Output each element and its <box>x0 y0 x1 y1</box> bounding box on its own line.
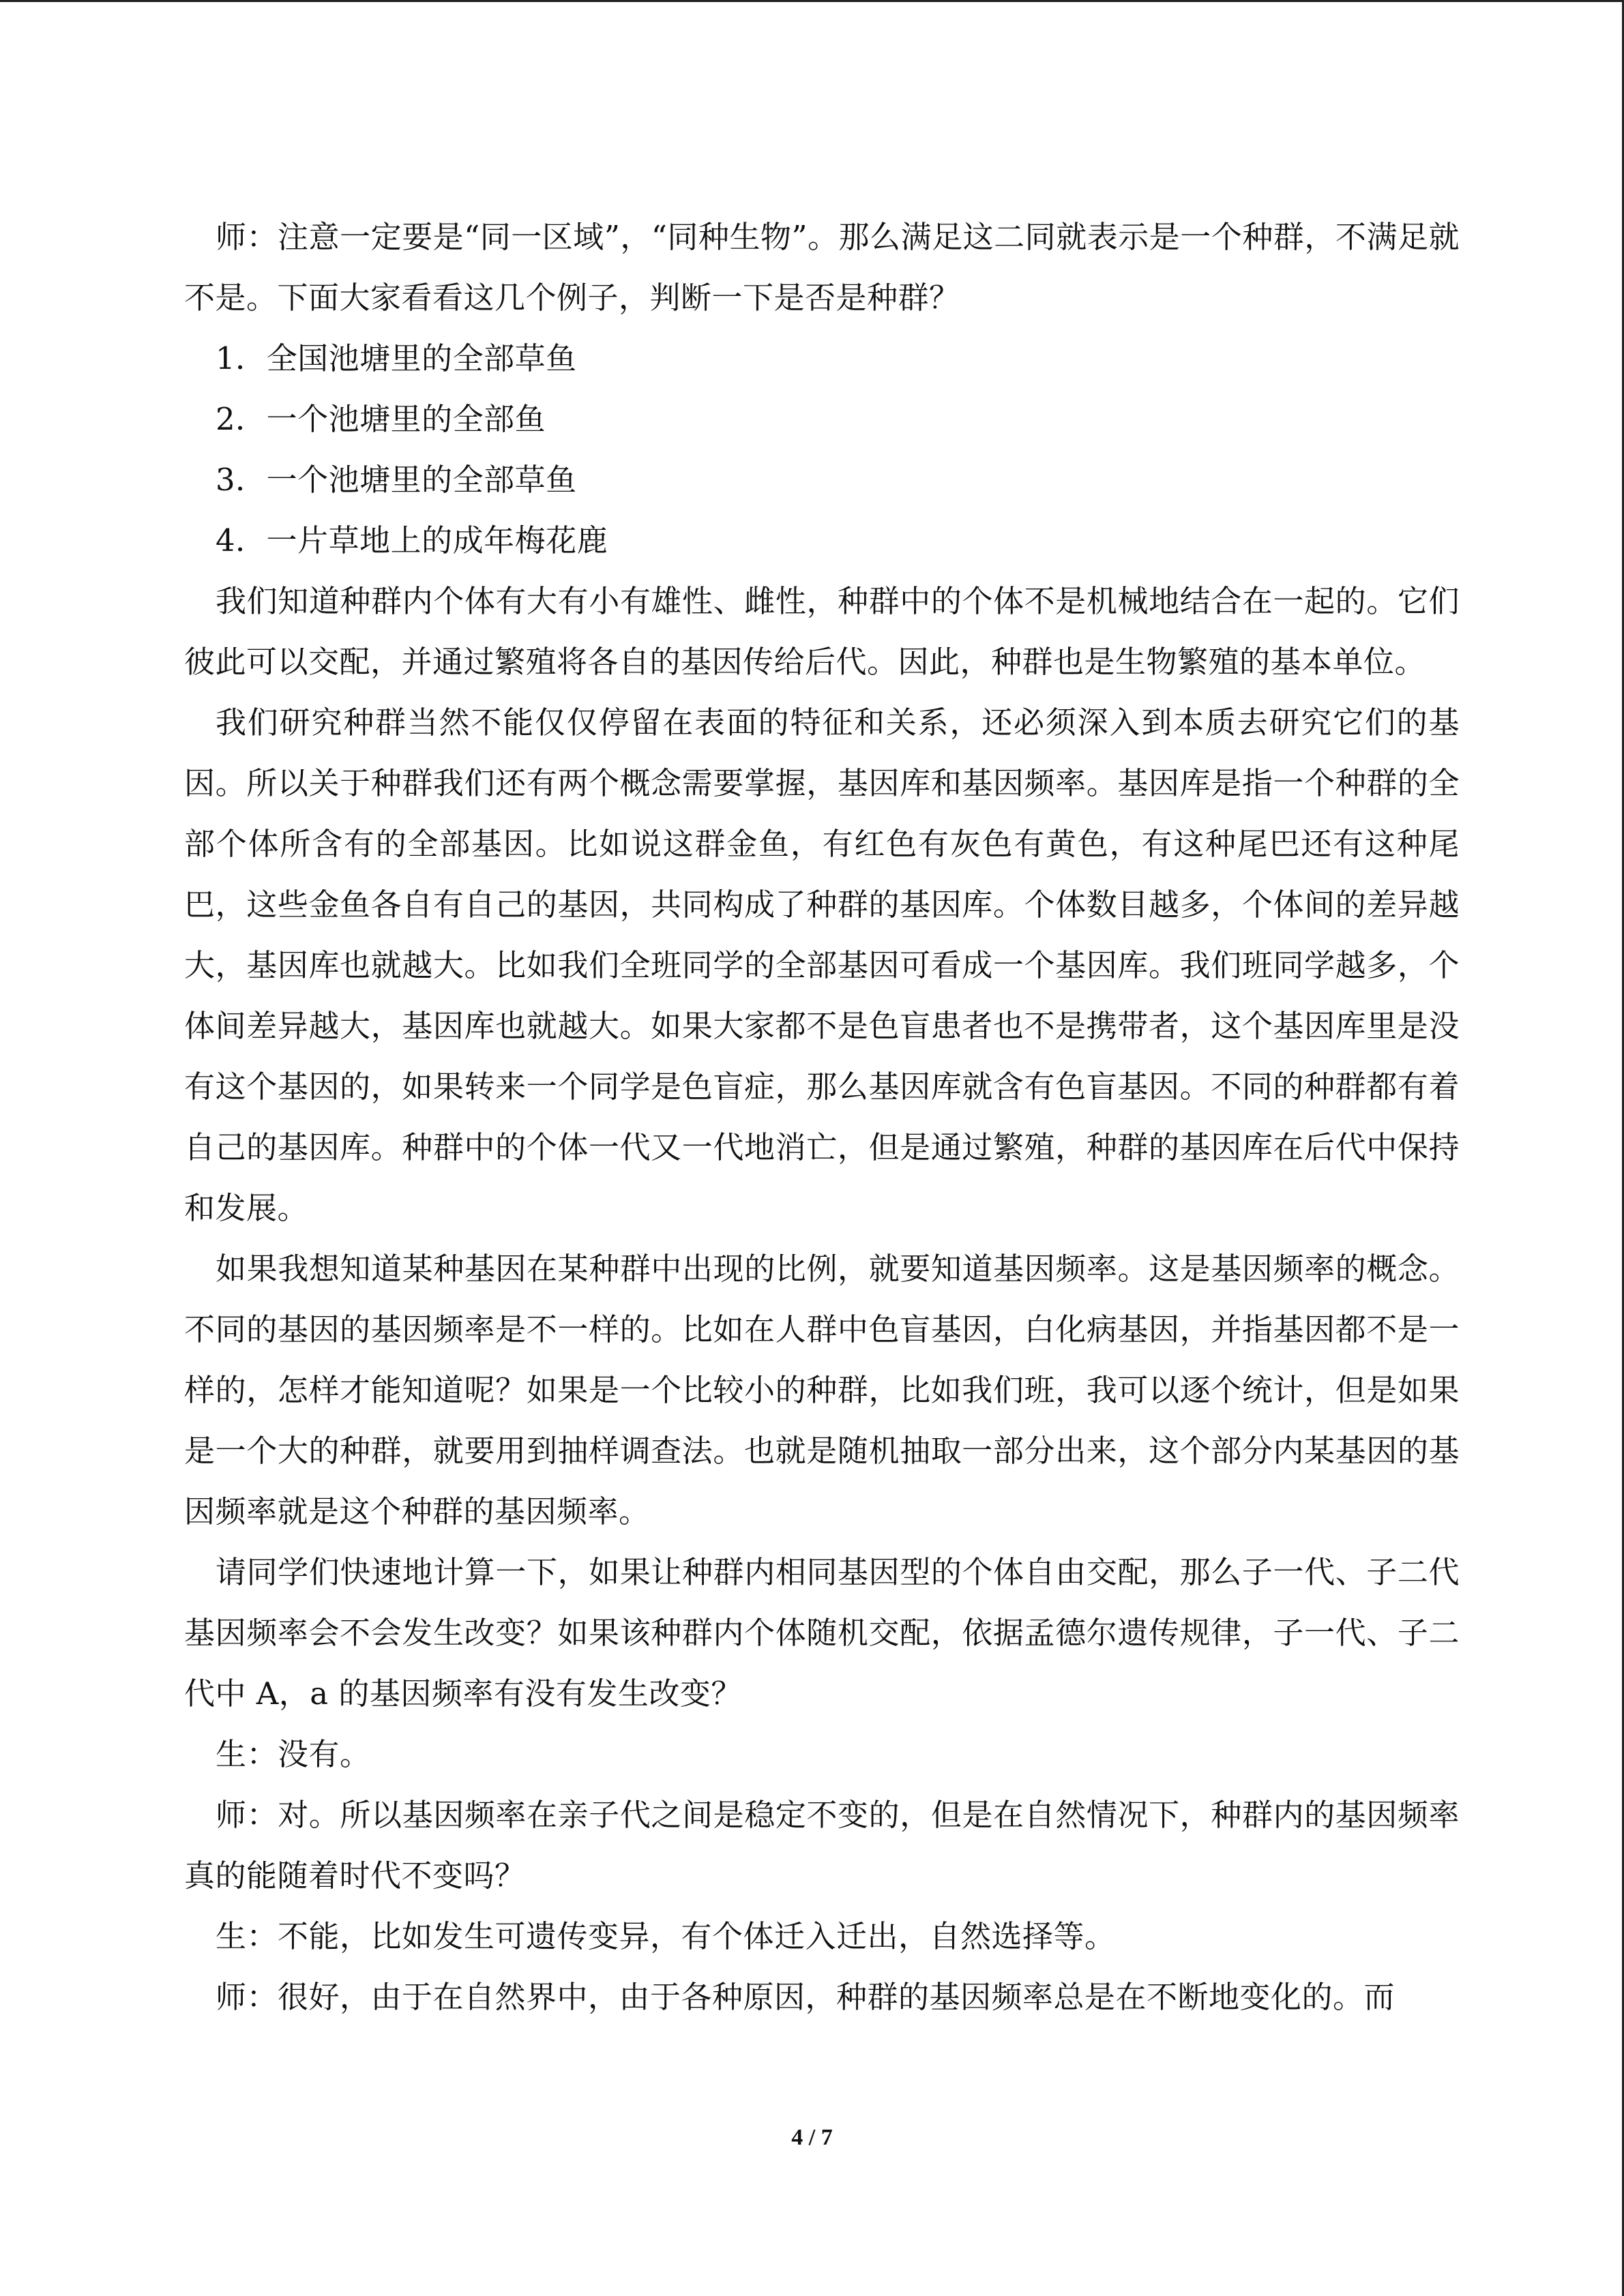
dialogue-teacher-2: 师：很好，由于在自然界中，由于各种原因，种群的基因频率总是在不断地变化的。而 <box>216 1979 1396 2015</box>
paragraph-teacher-definition: 师：注意一定要是“同一区域”，“同种生物”。那么满足这二同就表示是一个种群，不满足就不是。下面大家看看这几个例子，判断一下是否是种群？ <box>184 219 1460 316</box>
paragraph-gene-frequency: 如果我想知道某种基因在某种群中出现的比例，就要知道基因频率。这是基因频率的概念。不同的基因的基因频率是不一样的。比如在人群中色盲基因，白化病基因，并指基因都不是一样的，怎样才能知道呢？如果是一个比较小的种群，比如我们班，我可以逐个统计，但是如果是一个大的种群，就要用到抽样调查法。也就是随机抽取一部分出来，这个部分内某基因的基因频率就是这个种群的基因频率。 <box>184 1251 1460 1530</box>
example-item-1: 1．全国池塘里的全部草鱼 <box>216 340 577 376</box>
document-body <box>184 207 1460 2027</box>
example-item-2: 2．一个池塘里的全部鱼 <box>216 401 546 437</box>
paragraph-gene-pool: 我们研究种群当然不能仅仅停留在表面的特征和关系，还必须深入到本质去研究它们的基因。所以关于种群我们还有两个概念需要掌握，基因库和基因频率。基因库是指一个种群的全部个体所含有的全部基因。比如说这群金鱼，有红色有灰色有黄色，有这种尾巴还有这种尾巴，这些金鱼各自有自己的基因，共同构成了种群的基因库。个体数目越多，个体间的差异越大，基因库也就越大。比如我们全班同学的全部基因可看成一个基因库。我们班同学越多，个体间差异越大，基因库也就越大。如果大家都不是色盲患者也不是携带者，这个基因库里是没有这个基因的，如果转来一个同学是色盲症，那么基因库就含有色盲基因。不同的种群都有着自己的基因库。种群中的个体一代又一代地消亡，但是通过繁殖，种群的基因库在后代中保持和发展。 <box>184 704 1460 1226</box>
dialogue-teacher-1: 师：对。所以基因频率在亲子代之间是稳定不变的，但是在自然情况下，种群内的基因频率真的能随着时代不变吗？ <box>184 1797 1460 1894</box>
paragraph-reproduction-unit: 我们知道种群内个体有大有小有雄性、雌性，种群中的个体不是机械地结合在一起的。它们彼此可以交配，并通过繁殖将各自的基因传给后代。因此，种群也是生物繁殖的基本单位。 <box>184 583 1460 680</box>
dialogue-student-1: 生：没有。 <box>216 1736 371 1772</box>
example-item-4: 4．一片草地上的成年梅花鹿 <box>216 522 608 558</box>
paragraph-calculation-question: 请同学们快速地计算一下，如果让种群内相同基因型的个体自由交配，那么子一代、子二代基因频率会不会发生改变？如果该种群内个体随机交配，依据孟德尔遗传规律，子一代、子二代中 A，a 的基因频率有没有发生改变？ <box>184 1554 1460 1712</box>
page-number: 4 / 7 <box>791 2125 833 2150</box>
dialogue-student-2: 生：不能，比如发生可遗传变异，有个体迁入迁出，自然选择等。 <box>216 1918 1116 1954</box>
example-item-3: 3．一个池塘里的全部草鱼 <box>216 462 577 498</box>
